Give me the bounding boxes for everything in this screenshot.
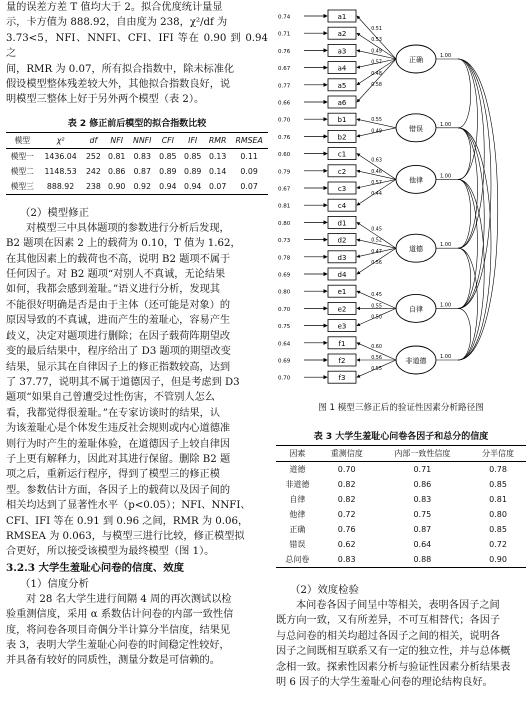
error-variance-label: 0.81: [278, 203, 291, 210]
factor-correlation-path: [458, 179, 471, 248]
table-header: RMR: [208, 135, 227, 145]
table-cell: 1436.04: [44, 151, 77, 161]
text-line: 既方向一致，又有所差异，不可互相替代；各因子: [276, 615, 501, 627]
item-label: d1: [337, 219, 347, 228]
table-cell: 0.82: [337, 495, 356, 504]
item-label: e3: [337, 322, 347, 331]
table-cell: 0.11: [240, 151, 258, 161]
factor-label: 正确: [409, 56, 423, 64]
table-cell: 0.71: [413, 465, 432, 474]
item-label: d3: [337, 253, 347, 262]
loading-label: 0.55: [371, 304, 382, 310]
text-line: 合更好，所以接受该模型为最终模型（图 1）。: [6, 546, 215, 558]
table-cell: 0.09: [240, 166, 258, 176]
table-cell: 0.89: [184, 166, 202, 176]
loading-label: 0.48: [371, 71, 382, 77]
left-column: [6, 0, 268, 669]
table-cell: 0.86: [413, 480, 432, 489]
table-cell: 0.82: [337, 480, 356, 489]
table-header: df: [89, 135, 98, 145]
loading-label: 0.45: [371, 293, 382, 299]
item-label: b1: [337, 116, 347, 125]
item-label: a4: [337, 64, 347, 73]
loading-label: 0.55: [371, 118, 382, 124]
text-line: 与总问卷的相关均超过各因子之间的相关，说明各: [276, 630, 501, 642]
factor-variance-label: 1.00: [440, 121, 452, 128]
factor-correlation-path: [458, 179, 478, 308]
error-variance-label: 0.70: [278, 375, 291, 382]
factor-correlation-path: [458, 128, 471, 180]
table-cell: 0.07: [208, 181, 227, 191]
factor-variance-label: 1.00: [440, 53, 452, 59]
factor-variance-label: 1.00: [440, 354, 452, 360]
item-label: d4: [337, 271, 347, 279]
item-label: f1: [338, 339, 346, 348]
error-variance-label: 0.67: [278, 66, 291, 73]
error-variance-label: 0.75: [278, 324, 291, 331]
right-column: [276, 0, 526, 690]
text-line: 3.73<5，NFI、NNFI、CFI、IFI 等在 0.90 到 0.94 之: [6, 32, 268, 60]
loading-label: 0.57: [371, 180, 382, 186]
loading-label: 0.45: [371, 227, 382, 233]
text-line: 在其他因素上的载荷也不高，说明 B2 题项不属于: [6, 253, 231, 265]
table-header: 内部一致性信度: [394, 449, 451, 458]
loading-path: [357, 222, 396, 248]
cfa-path-diagram: [276, 4, 526, 399]
table-cell: 总问卷: [285, 555, 310, 564]
reliability-paragraph: [6, 592, 268, 669]
table-header: 因素: [289, 449, 306, 458]
section-heading-reliability: （1）信度分析: [20, 577, 89, 590]
loading-label: 0.52: [371, 238, 382, 244]
factor-correlation-path: [458, 128, 491, 360]
loading-label: 0.47: [371, 249, 382, 255]
text-line: 明 6 因子的大学生羞耻心问卷的理论结构良好。: [276, 677, 493, 689]
factor-variance-label: 1.00: [440, 242, 452, 249]
error-variance-label: 0.70: [278, 117, 291, 124]
factor-variance-label: 1.00: [440, 302, 452, 309]
text-line: 看，我都觉得很羞耻。”在专家访谈时的结果，认: [6, 407, 221, 419]
table-cell: 0.92: [133, 181, 151, 191]
loading-label: 0.49: [371, 129, 382, 135]
text-line: 对 28 名大学生进行间隔 4 周的再次测试以检: [26, 593, 232, 605]
cfa-path-diagram-svg: [276, 4, 526, 399]
text-line: 表 3，表明大学生羞耻心问卷的时间稳定性较好，: [6, 640, 230, 651]
error-variance-label: 0.80: [278, 289, 291, 296]
text-line: 量的误差方差 T 值均大于 2。拟合优度统计量显: [6, 2, 223, 13]
table-header: IFI: [188, 135, 198, 145]
table-row: [276, 537, 526, 552]
item-label: a3: [337, 47, 347, 56]
item-label: b2: [337, 133, 347, 142]
error-variance-label: 0.69: [278, 272, 291, 279]
table-header: NFI: [110, 135, 123, 145]
table-cell: 1148.53: [44, 166, 77, 176]
table-header: 分半信度: [482, 449, 515, 458]
table-cell: 模型二: [10, 166, 34, 176]
table-cell: 0.76: [337, 525, 356, 534]
fit-summary-paragraph: [6, 0, 268, 108]
loading-label: 0.53: [371, 38, 382, 44]
table-cell: 他律: [289, 510, 306, 519]
item-label: e2: [337, 305, 347, 314]
loading-label: 0.63: [371, 158, 382, 164]
table-header: 重测信度: [330, 449, 363, 458]
table-cell: 0.81: [108, 151, 126, 161]
text-line: 相关均达到了显著性水平（p<0.05）；NFI、NNFI、: [6, 500, 251, 512]
error-variance-label: 0.76: [278, 48, 291, 55]
table-cell: 0.90: [108, 181, 126, 191]
item-label: a2: [337, 30, 347, 39]
text-line: 度，将问卷各项目奇偶分半计算分半信度，结果见: [6, 624, 231, 636]
text-line: 子上更有解释力，因此对其进行保留。删除 B2 题: [6, 453, 231, 465]
table-cell: 模型三: [10, 181, 34, 191]
text-line: 题项“如果自己曾遭受过性伤害，不管别人怎么: [6, 392, 215, 404]
table-header: χ²: [56, 135, 65, 145]
item-label: c2: [337, 167, 347, 176]
section-heading-validity: （2）效度检验: [290, 584, 359, 596]
table-cell: 0.86: [108, 166, 126, 176]
table-cell: 0.72: [489, 540, 507, 549]
text-line: 了 37.77，说明其不属于道德因子，但是考虑到 D3: [6, 376, 240, 388]
table-cell: 模型一: [10, 151, 34, 161]
table-row: [276, 507, 526, 522]
table3-title: 表 3 大学生羞耻心问卷各因子和总分的信度: [313, 432, 489, 442]
table-cell: 正确: [289, 525, 306, 534]
text-line: RMSEA 为 0.063，与模型三进行比较，修正模型拟: [6, 530, 245, 542]
item-label: c1: [337, 150, 347, 159]
error-variance-label: 0.76: [278, 134, 291, 141]
item-label: e1: [337, 288, 347, 297]
table-cell: 0.75: [413, 510, 432, 519]
text-line: 对模型三中具体题项的参数进行分析后发现，: [26, 222, 230, 234]
table-cell: 0.62: [337, 540, 356, 549]
text-line: 示，卡方值为 888.92，自由度为 238，χ²/df 为: [6, 17, 228, 29]
loading-label: 0.56: [371, 260, 382, 266]
table-cell: 0.85: [184, 151, 202, 161]
table-cell: 0.85: [159, 151, 177, 161]
error-variance-label: 0.69: [278, 358, 291, 365]
loading-label: 0.56: [371, 356, 382, 361]
loading-path: [357, 154, 396, 180]
validity-paragraph: [276, 598, 526, 690]
table-cell: 0.70: [337, 465, 356, 474]
factor-label: 道德: [409, 245, 423, 254]
text-line: 型。参数估计方面，各因子上的载荷以及因子间的: [6, 484, 231, 496]
text-line: 歧义，决定对题项进行删除；在因子载荷阵期望改: [6, 330, 231, 342]
table3-reliability: [276, 445, 526, 568]
text-line: 任何因子。对 B2 题项“对别人不真诚，无论结果: [6, 269, 226, 281]
table-cell: 0.72: [337, 510, 356, 519]
loading-label: 0.50: [371, 315, 382, 321]
text-line: 为该羞耻心是个体发生违反社会规则或内心道德准: [6, 423, 231, 435]
table-row: [6, 164, 268, 179]
table-row: [276, 552, 526, 568]
item-label: a1: [337, 13, 347, 21]
factor-correlation-path: [458, 59, 471, 128]
text-line: 并具备有较好的同质性，测量分数是可信赖的。: [6, 655, 220, 667]
table-cell: 0.83: [133, 151, 151, 161]
section-heading-323: 3.2.3 大学生羞耻心问卷的信度、效度: [6, 561, 185, 574]
error-variance-label: 0.64: [278, 341, 291, 348]
table2-fit-indices: [6, 132, 268, 195]
table-cell: 0.64: [413, 540, 432, 549]
error-variance-label: 0.79: [278, 169, 291, 176]
error-variance-label: 0.66: [278, 100, 291, 107]
table-cell: 0.13: [208, 151, 227, 161]
table-row: [276, 477, 526, 492]
text-line: 项之后，重新运行程序，得到了模型三的修正模: [6, 469, 220, 481]
table-cell: 0.78: [489, 465, 507, 474]
loading-label: 0.55: [371, 367, 382, 373]
table-cell: 0.90: [489, 555, 507, 564]
text-line: 因子之间既相互联系又有一定的独立性，并与总体概: [276, 646, 511, 658]
table-row: [276, 492, 526, 507]
text-line: 结果，显示其在自律因子上的修正指数较高，达到: [6, 361, 231, 373]
loading-label: 0.46: [371, 169, 382, 175]
table-cell: 252: [85, 151, 101, 161]
text-line: 如何，我都会感到羞耻。”语义进行分析，发现其: [6, 284, 221, 296]
table-row: [276, 462, 526, 478]
table-cell: 0.83: [413, 495, 432, 504]
error-variance-label: 0.70: [278, 306, 291, 313]
text-line: 变的最后结果中，程序给出了 D3 题项的期望改变: [6, 346, 231, 358]
item-label: c3: [337, 185, 347, 193]
table-row: [6, 179, 268, 195]
table-header: NNFI: [133, 135, 152, 145]
table-cell: 错误: [289, 540, 306, 549]
error-variance-label: 0.74: [278, 14, 291, 21]
table2-title: 表 2 修正前后模型的拟合指数比较: [67, 118, 207, 129]
loading-label: 0.51: [371, 27, 382, 33]
table-cell: 238: [85, 181, 101, 191]
text-line: 念相一致。探索性因素分析与验证性因素分析结果表: [276, 661, 511, 673]
table-cell: 0.14: [208, 166, 227, 176]
loading-label: 0.58: [371, 82, 382, 88]
text-line: 本问卷各因子间呈中等相关，表明各因子之间: [296, 600, 500, 611]
text-line: 则行为时产生的羞耻体验，在道德因子上较自律因: [6, 438, 231, 450]
section-heading-model-modification: （2）模型修正: [20, 206, 89, 219]
item-label: f3: [338, 374, 346, 383]
table-cell: 道德: [289, 465, 306, 474]
table-cell: 0.85: [489, 480, 507, 489]
factor-label: 他律: [409, 176, 423, 185]
table-cell: 0.94: [159, 181, 177, 191]
table-cell: 0.81: [489, 495, 507, 504]
table-row: [276, 522, 526, 537]
item-label: a5: [337, 81, 347, 90]
item-label: d2: [337, 236, 347, 245]
table-row: [6, 148, 268, 164]
table-cell: 0.83: [337, 555, 356, 564]
table-header: RMSEA: [235, 135, 263, 145]
text-line: B2 题项在因素 2 上的载荷为 0.10，T 值为 1.62，: [6, 238, 241, 250]
table-cell: 888.92: [46, 181, 75, 191]
factor-label: 非道德: [405, 357, 427, 365]
text-line: 明模型三整体上好于另外两个模型（表 2）。: [6, 94, 205, 106]
text-line: 验重测信度，采用 α 系数估计问卷的内部一致性信: [6, 609, 234, 621]
item-label: c4: [337, 202, 347, 211]
table-cell: 0.88: [413, 555, 432, 564]
error-variance-label: 0.78: [278, 255, 291, 262]
error-variance-label: 0.67: [278, 186, 291, 193]
error-variance-label: 0.71: [278, 31, 291, 38]
factor-label: 错误: [409, 124, 423, 133]
error-variance-label: 0.80: [278, 220, 291, 227]
table-cell: 0.94: [184, 181, 202, 191]
error-variance-label: 0.60: [278, 152, 291, 159]
text-line: 假设模型整体残差较大外，其他拟合指数良好，说: [6, 79, 231, 91]
table-cell: 自律: [289, 495, 306, 504]
item-label: f2: [338, 357, 346, 365]
table-cell: 0.87: [413, 525, 432, 534]
loading-label: 0.57: [371, 60, 382, 66]
figure1-caption: 图 1 模型三修正后的验证性因素分析路径图: [318, 403, 484, 413]
text-line: 间，RMR 为 0.07，所有拟合指数中，除未标准化: [6, 63, 235, 75]
error-variance-label: 0.73: [278, 238, 291, 245]
table-header: CFI: [161, 135, 174, 145]
table-cell: 242: [85, 166, 101, 176]
item-label: a6: [337, 99, 347, 107]
table-cell: 0.85: [489, 525, 507, 534]
error-variance-label: 0.77: [278, 83, 291, 90]
text-line: 原因导致的不真诚，进而产生的羞耻心，容易产生: [6, 315, 231, 327]
table-cell: 0.80: [489, 510, 507, 519]
table-cell: 0.07: [240, 181, 258, 191]
loading-label: 0.44: [371, 192, 382, 198]
table-cell: 0.89: [159, 166, 177, 176]
loading-label: 0.60: [371, 344, 382, 350]
factor-correlation-path: [458, 59, 491, 308]
table-cell: 0.87: [133, 166, 151, 176]
table-cell: 非道德: [285, 480, 310, 489]
model-modification-paragraph: [6, 221, 268, 560]
text-line: 不能很好明确是否是由于主体（还可能是对象）的: [6, 299, 231, 311]
text-line: CFI、IFI 等在 0.91 到 0.96 之间，RMR 为 0.06，: [6, 515, 249, 527]
factor-variance-label: 1.00: [440, 173, 452, 180]
table-header: 模型: [14, 135, 31, 145]
loading-label: 0.49: [371, 49, 382, 55]
factor-label: 自律: [409, 305, 423, 314]
